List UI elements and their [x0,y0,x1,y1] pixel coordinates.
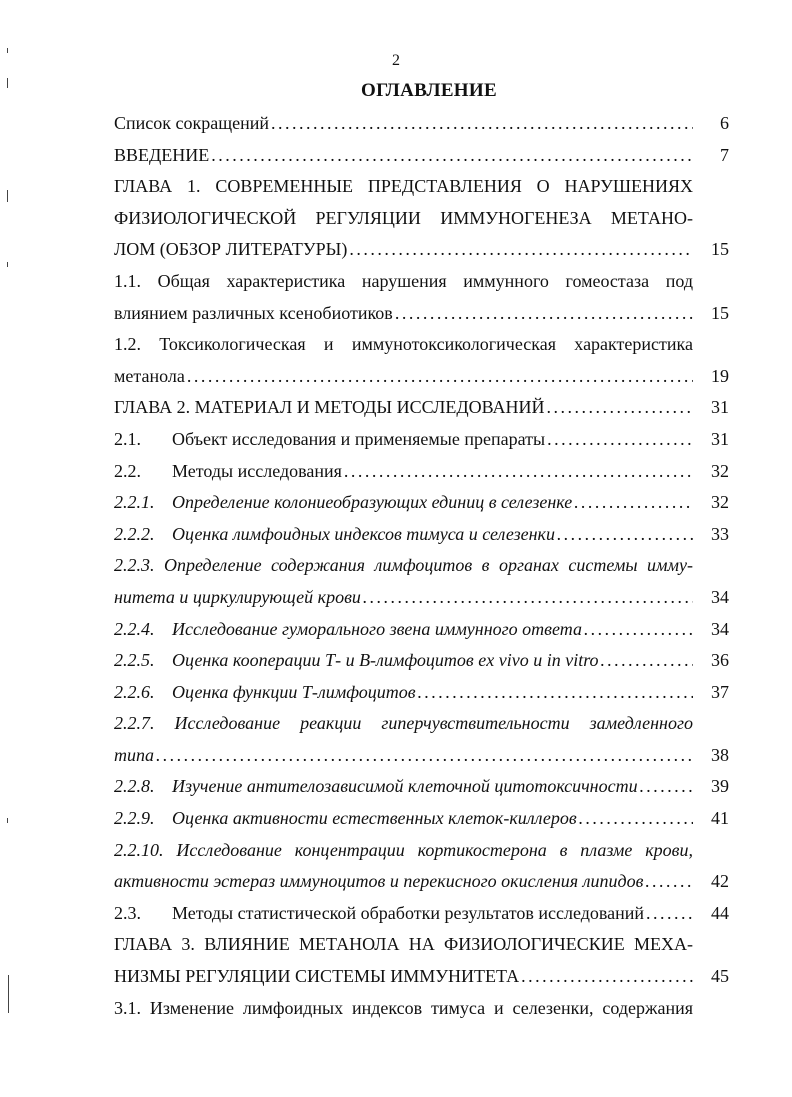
section-title: Оценка активности естественных клеток-киллеров [172,808,577,829]
toc-entry-chapter-2: ГЛАВА 2. МАТЕРИАЛ И МЕТОДЫ ИССЛЕДОВАНИЙ . . . 31 [114,392,729,424]
toc-entry-3-1: 3.1. Изменение лимфоидных индексов тимуса и селезенки, содержания [114,997,693,1018]
toc-page-number: 15 [711,239,729,260]
section-title: Объект исследования и применяемые препараты [172,428,546,449]
toc-entry-2-1 [114,424,729,456]
section-title: Оценка функции Т-лимфоцитов [172,681,416,702]
toc-page-number: 41 [711,808,729,829]
toc-entry-chapter-1-end: ЛОМ (ОБЗОР ЛИТЕРАТУРЫ) . . . 15 [114,234,729,266]
section-number: 2.2.1. [114,492,155,513]
section-number: 2.2. [114,460,141,481]
toc-entry-2-2-7-end: типа . . . 38 [114,740,729,772]
scan-mark [7,818,8,823]
section-number: 2.2.2. [114,523,155,544]
toc-page-number: 15 [711,302,729,323]
toc-page-number: 33 [711,523,729,544]
toc-page-number: 44 [711,902,729,923]
toc-page-number: 7 [720,144,729,165]
toc-entry-2-3 [114,898,729,930]
section-title: Методы исследования [172,460,342,481]
toc-page-number: 31 [711,428,729,449]
section-number: 2.2.4. [114,618,155,639]
section-title: Изучение антителозависимой клеточной цитотоксичности [172,776,638,797]
toc-page-number: 36 [711,650,729,671]
section-title: Оценка лимфоидных индексов тимуса и селезенки [172,523,555,544]
toc-page-number: 37 [711,681,729,702]
toc-page-number: 45 [711,966,729,987]
toc-entry-2-2-10: 2.2.10. Исследование концентрации кортикостерона в плазме крови, [114,839,693,860]
toc-page-number: 34 [711,618,729,639]
toc-page-number: 19 [711,365,729,386]
toc-entry-2-2-7: 2.2.7. Исследование реакции гиперчувствительности замедленного [114,713,693,734]
toc-entry-2-2-6 [114,677,729,709]
section-title: Оценка кооперации Т- и В-лимфоцитов ex vivo и in vitro [172,650,599,671]
table-of-contents [114,108,729,1024]
scan-mark [7,190,8,202]
toc-entry-2-2-10-end: активности эстераз иммуноцитов и перекисного окисления липидов . . . 42 [114,866,729,898]
toc-entry-1-1-end: влиянием различных ксенобиотиков . . . 15 [114,298,729,330]
toc-entry-2-2-4 [114,614,729,646]
section-title: Методы статистической обработки результатов исследований [172,902,645,923]
toc-page-number: 38 [711,744,729,765]
toc-entry-1-2-end: метанола . . . 19 [114,361,729,393]
toc-entry-2-2-3-end: нитета и циркулирующей крови . . . 34 [114,582,729,614]
toc-page-number: 6 [720,113,729,133]
section-number: 2.2.6. [114,681,155,702]
section-title: Определение колониеобразующих единиц в селезенке [172,492,573,513]
page-number: 2 [392,52,400,69]
toc-entry-2-2-5 [114,645,729,677]
scan-mark [7,262,8,267]
scan-mark [7,48,8,53]
toc-page-number: 32 [711,460,729,481]
section-number: 2.2.9. [114,808,155,829]
toc-entry-2-2-1 [114,487,729,519]
toc-page-number: 39 [711,776,729,797]
toc-entry-1-1: 1.1. Общая характеристика нарушения иммунного гомеостаза под [114,270,693,291]
toc-entry-abbreviations: Список сокращений . . . 6 [114,108,729,140]
page-title: ОГЛАВЛЕНИЕ [361,80,497,101]
toc-entry-1-2: 1.2. Токсикологическая и иммунотоксикологическая характеристика [114,334,693,355]
toc-entry-chapter-3-end: НИЗМЫ РЕГУЛЯЦИИ СИСТЕМЫ ИММУНИТЕТА . . . 45 [114,961,729,993]
toc-entry-2-2-9 [114,803,729,835]
toc-page-number: 32 [711,492,729,513]
toc-entry-2-2-8 [114,771,729,803]
toc-page-number: 34 [711,586,729,607]
section-number: 2.1. [114,428,141,449]
section-number: 2.2.5. [114,650,155,671]
toc-entry-2-2-3: 2.2.3. Определение содержания лимфоцитов в органах системы имму- [114,555,693,576]
section-title: Исследование гуморального звена иммунного ответа [172,618,582,639]
toc-page-number: 42 [711,871,729,892]
toc-entry-chapter-1-cont: ФИЗИОЛОГИЧЕСКОЙ РЕГУЛЯЦИИ ИММУНОГЕНЕЗА МЕТАНО- [114,207,693,228]
scan-mark [7,78,8,88]
section-number: 2.3. [114,902,141,923]
toc-entry-chapter-1: ГЛАВА 1. СОВРЕМЕННЫЕ ПРЕДСТАВЛЕНИЯ О НАРУШЕНИЯХ [114,176,693,197]
toc-entry-chapter-3: ГЛАВА 3. ВЛИЯНИЕ МЕТАНОЛА НА ФИЗИОЛОГИЧЕСКИЕ МЕХА- [114,934,693,955]
toc-entry-introduction: ВВЕДЕНИЕ . . . 7 [114,140,729,172]
toc-entry-2-2 [114,456,729,488]
section-number: 2.2.8. [114,776,155,797]
scan-mark [8,975,9,1013]
toc-page-number: 31 [711,397,729,418]
toc-entry-2-2-2 [114,519,729,551]
